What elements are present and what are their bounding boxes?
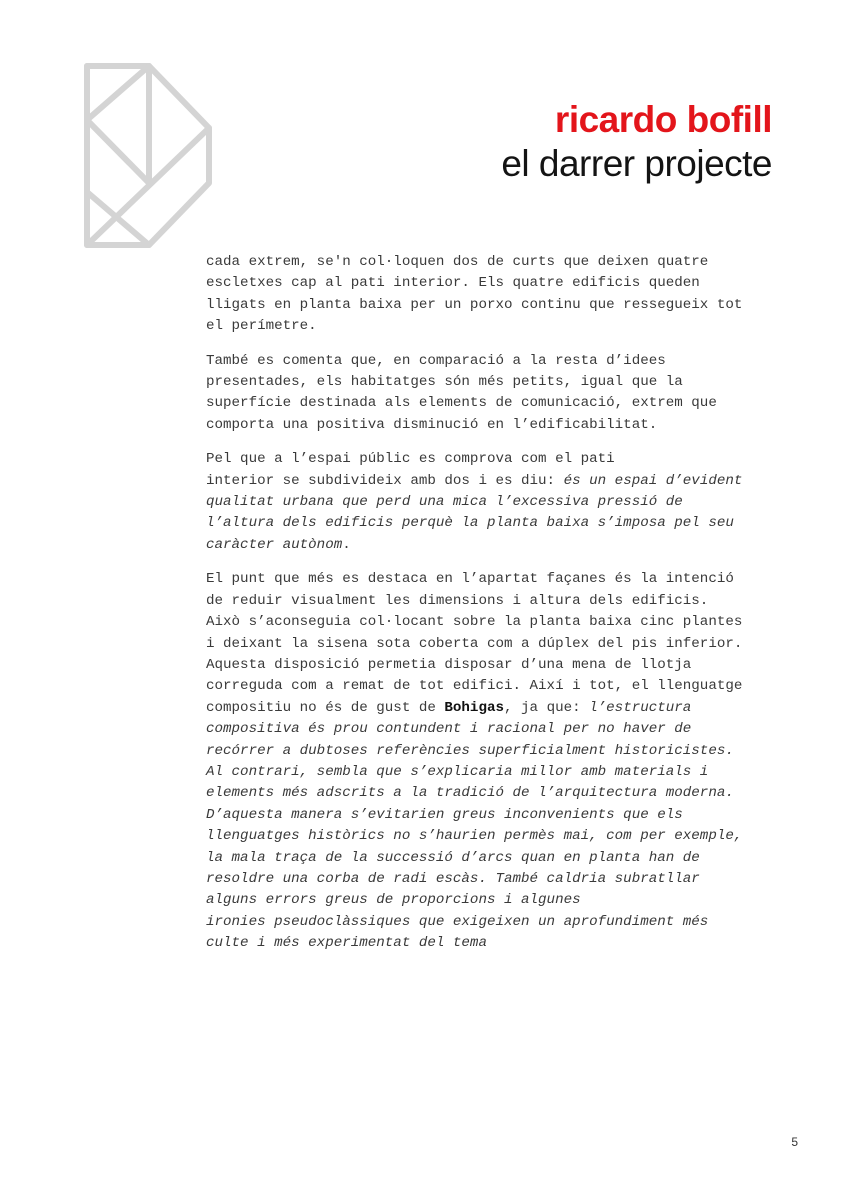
quote-line: compositiva és prou contundent i racional per no haver de <box>206 721 692 738</box>
quote-line: llenguatges històrics no s’haurien permès mai, com per exemple, <box>206 828 743 845</box>
quote-line: l’altura dels edificis perquè la planta baixa s’imposa pel seu <box>206 515 734 532</box>
text-run: , ja que: <box>504 699 590 716</box>
text-line: i deixant la sisena sota coberta com a dúplex del pis inferior. <box>206 635 743 652</box>
text-line: lligats en planta baixa per un porxo continu que ressegueix tot <box>206 296 743 313</box>
bofill-outline-logo <box>80 60 216 250</box>
name-bohigas: Bohigas <box>444 699 504 716</box>
text-line: escletxes cap al pati interior. Els quatre edificis queden <box>206 275 700 292</box>
paragraph-3 <box>206 449 806 556</box>
text-run: . <box>342 536 351 553</box>
text-line <box>206 535 806 556</box>
quote-line: qualitat urbana que perd una mica l’excessiva pressió de <box>206 494 683 511</box>
title-subtitle: el darrer projecte <box>501 143 772 184</box>
text-line: Pel que a l’espai públic es comprova com el pati <box>206 451 615 468</box>
quote-line: alguns errors greus de proporcions i algunes <box>206 892 581 909</box>
quote-run: caràcter autònom <box>206 536 343 553</box>
quote-line: Al contrari, sembla que s’explicaria millor amb materials i <box>206 763 709 780</box>
paragraph-2 <box>206 351 806 437</box>
text-run: interior se subdivideix amb dos i es diu: <box>206 472 564 489</box>
paragraph-1 <box>206 252 806 338</box>
title-block <box>501 98 772 186</box>
text-line: cada extrem, se'n col·loquen dos de curts que deixen quatre <box>206 254 709 270</box>
quote-run: és un espai d’evident <box>563 472 743 489</box>
text-line: de reduir visualment les dimensions i altura dels edificis. <box>206 592 709 609</box>
title-author: ricardo bofill <box>554 99 772 140</box>
body-text <box>206 252 806 968</box>
text-line: També es comenta que, en comparació a la resta d’idees <box>206 352 666 369</box>
text-line: Això s’aconseguia col·locant sobre la planta baixa cinc plantes <box>206 614 743 631</box>
text-line: correguda com a remat de tot edifici. Així i tot, el llenguatge <box>206 678 743 695</box>
paragraph-4 <box>206 569 806 954</box>
text-line: el perímetre. <box>206 318 317 335</box>
text-run: compositiu no és de gust de <box>206 699 445 716</box>
quote-line: elements més adscrits a la tradició de l’arquitectura moderna. <box>206 785 734 802</box>
quote-line: culte i més experimentat del tema <box>206 935 487 952</box>
quote-line: ironies pseudoclàssiques que exigeixen un aprofundiment més <box>206 913 709 930</box>
text-line: El punt que més es destaca en l’apartat façanes és la intenció <box>206 571 734 588</box>
quote-line: D’aquesta manera s’evitarien greus inconvenients que els <box>206 806 683 823</box>
quote-line: resoldre una corba de radi escàs. També caldria subratllar <box>206 870 700 887</box>
text-line <box>206 698 806 719</box>
quote-run: l’estructura <box>589 699 692 716</box>
text-line: comporta una positiva disminució en l’edificabilitat. <box>206 416 658 433</box>
quote-line: la mala traça de la successió d’arcs quan en planta han de <box>206 849 700 866</box>
text-line: superfície destinada als elements de comunicació, extrem que <box>206 395 717 412</box>
page-number: 5 <box>791 1135 798 1149</box>
text-line <box>206 471 806 492</box>
text-line: presentades, els habitatges són més petits, igual que la <box>206 374 683 391</box>
quote-line: recórrer a dubtoses referències superficialment historicistes. <box>206 742 734 759</box>
text-line: Aquesta disposició permetia disposar d’una mena de llotja <box>206 656 692 673</box>
